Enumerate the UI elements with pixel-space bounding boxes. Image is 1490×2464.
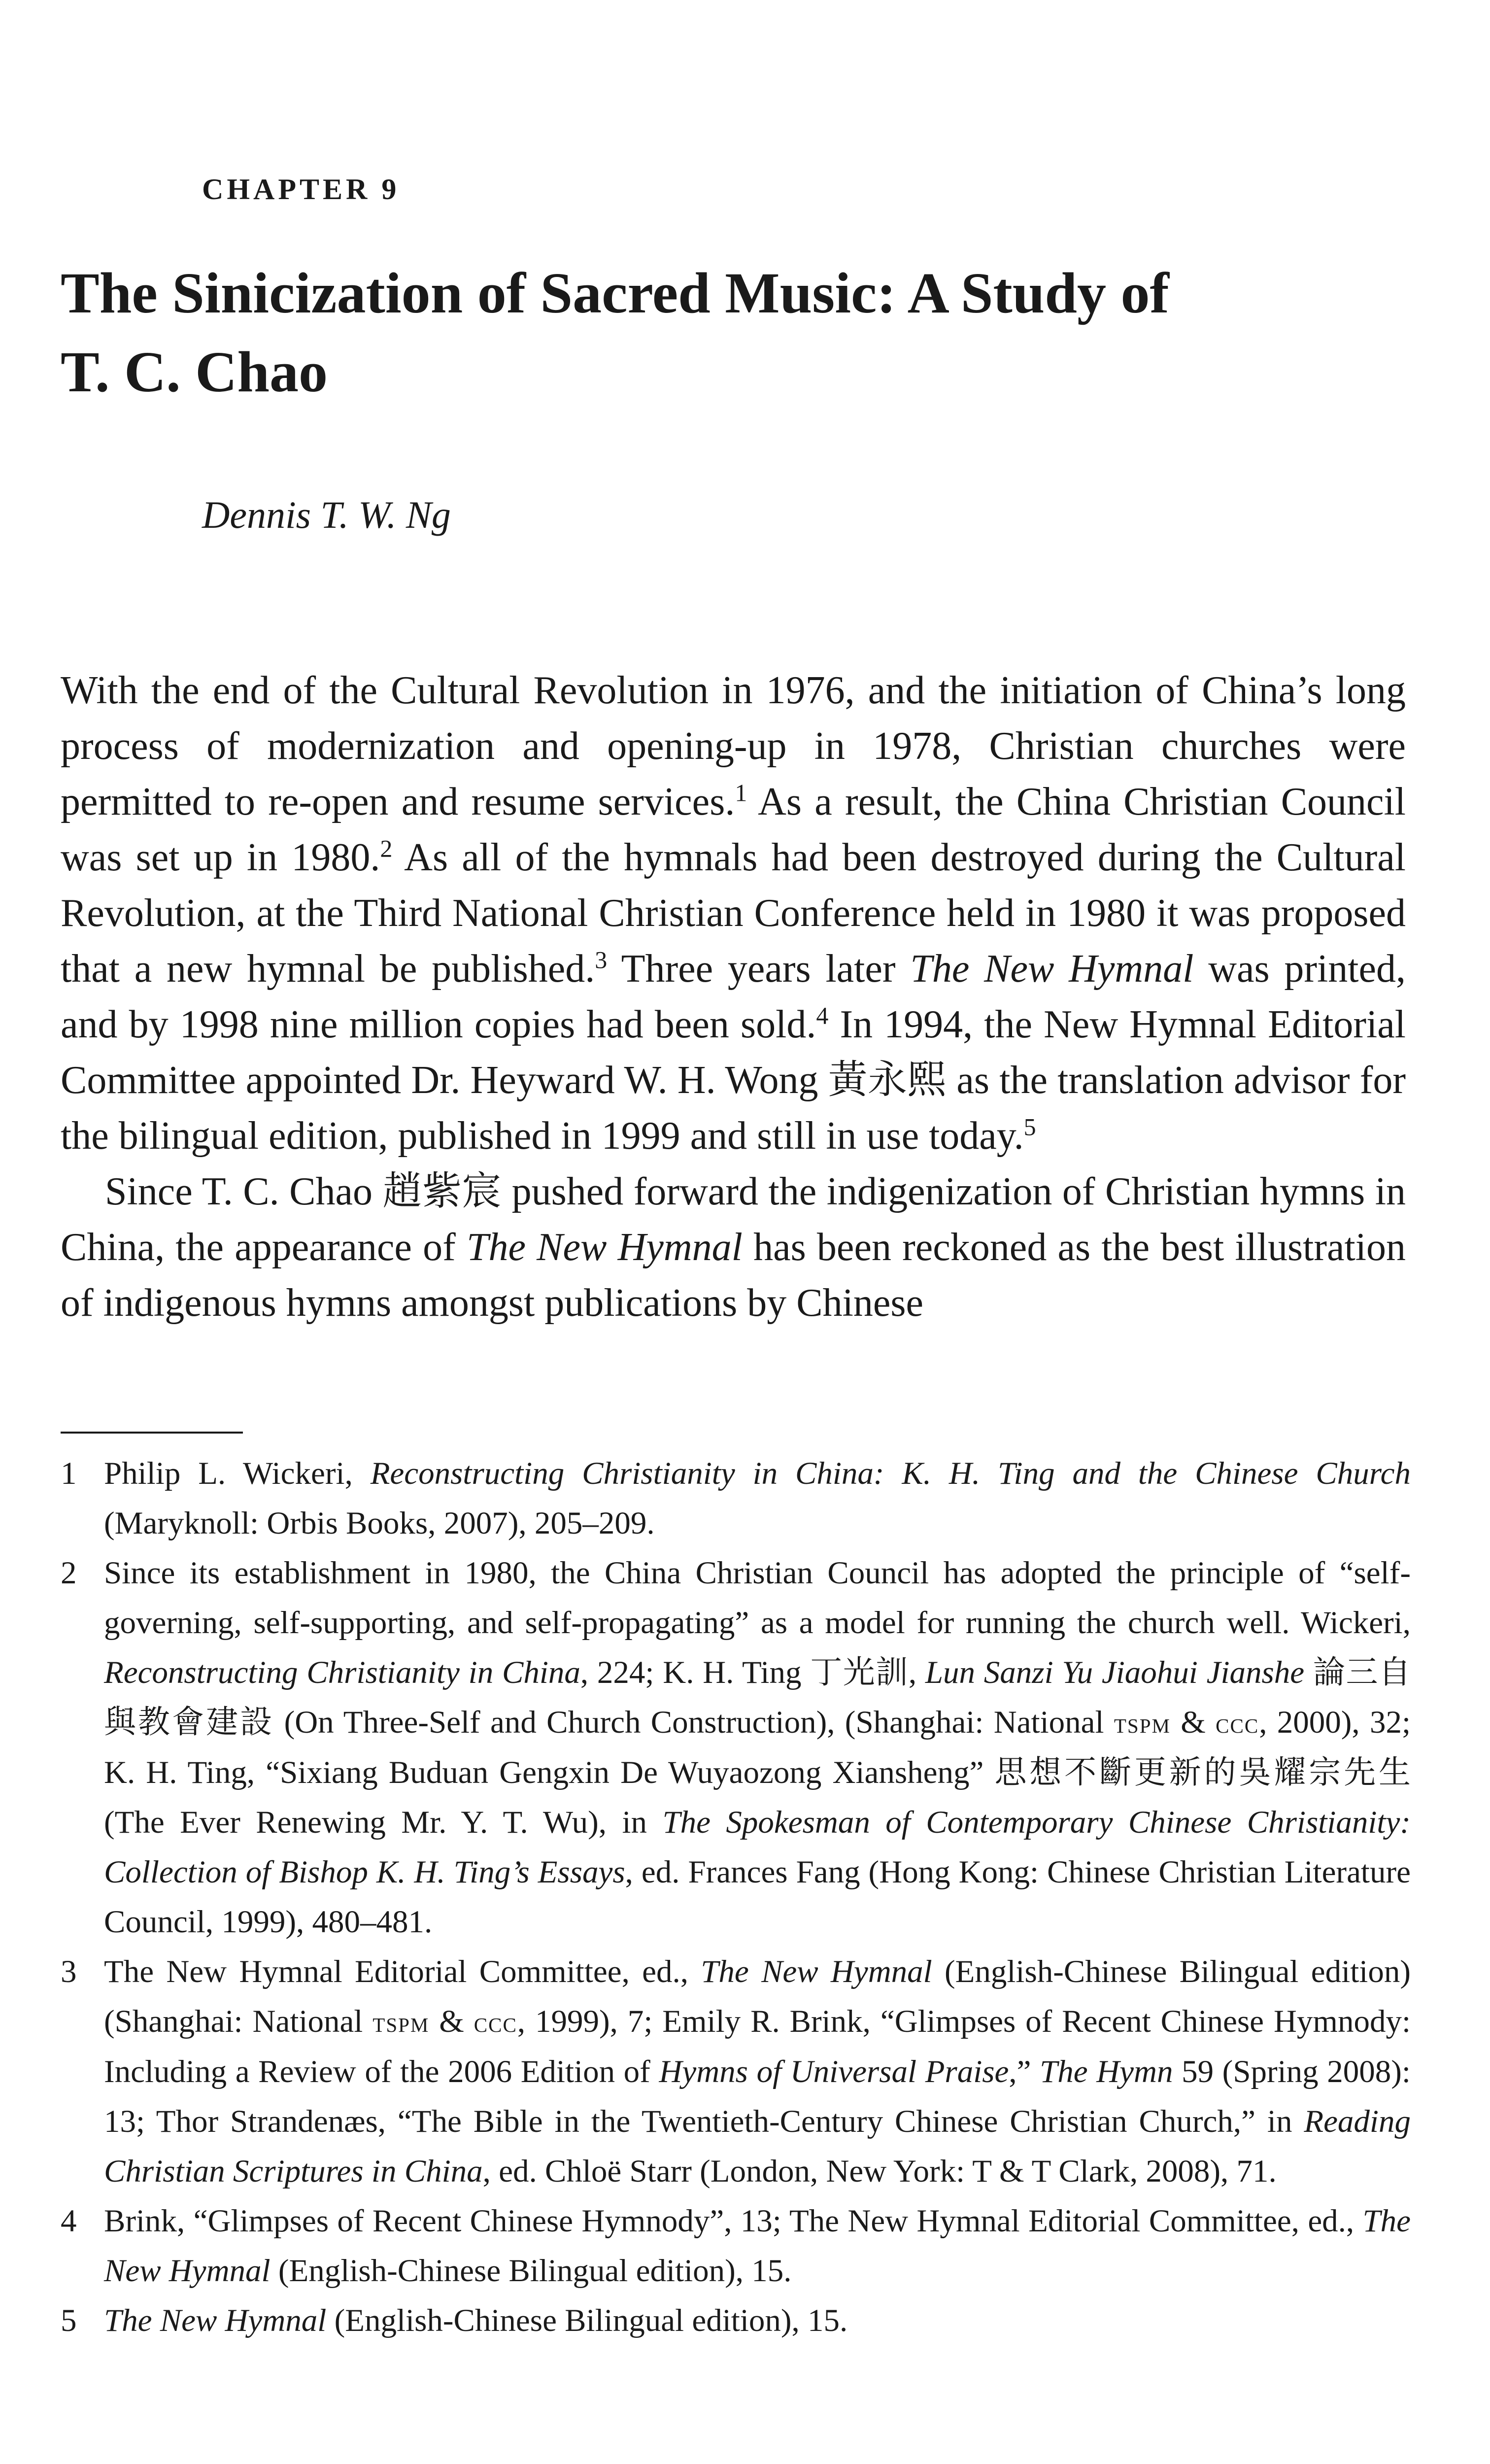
footnote-italic-title: Reconstructing Christianity in China (104, 1655, 580, 1690)
chapter-label: CHAPTER 9 (202, 173, 400, 205)
footnote-italic-title: Reading Christian Scriptures in China (104, 2104, 1411, 2189)
footnote-italic-title: The Spokesman of Contemporary Chinese Christianity: Collection of Bishop K. H. Ting’s Essays (104, 1805, 1411, 1890)
footnote-divider (61, 1432, 243, 1434)
footnote-number: 3 (61, 1954, 77, 1989)
footnote-small-caps: ccc (1216, 1707, 1259, 1739)
footnote-text-part: & (1170, 1705, 1216, 1740)
footnote-1 (61, 1449, 1411, 1548)
footnote-italic-title: The Hymn (1040, 2054, 1173, 2089)
paragraph-1-text-c: As all of the hymnals had been destroyed during the Cultural Revolution, at the Third National Christian Conference held in 1980 it was proposed that a new hymnal be published. (61, 836, 1406, 991)
chapter-title-line-2: T. C. Chao (61, 340, 328, 404)
chapter-title-line-1: The Sinicization of Sacred Music: A Study of (61, 261, 1169, 325)
footnote-italic-title: The New Hymnal (104, 2303, 327, 2338)
paragraph-2 (61, 1164, 1406, 1331)
footnote-text (104, 1449, 1411, 1548)
footnote-text-part: 論三自與教會建設 (On Three-Self and Church Construction), (Shanghai: National (104, 1655, 1411, 1740)
footnote-number: 5 (61, 2303, 77, 2338)
paragraph-1-text-f: In 1994, the New Hymnal Editorial Committee appointed Dr. Heyward W. H. Wong 黃永熙 as the translation advisor for the bilingual edition, published in 1999 and still in use today. (61, 1003, 1406, 1158)
footnote-text-part: 59 (Spring 2008): 13; Thor Strandenæs, “The Bible in the Twentieth-Century Chinese Christian Church,” in (104, 2054, 1411, 2139)
body-text (61, 663, 1406, 1331)
footnote-text-part: (English-Chinese Bilingual edition) (Shanghai: National (104, 1954, 1411, 2039)
footnote-ref-4[interactable]: 4 (816, 1001, 829, 1029)
footnote-ref-5[interactable]: 5 (1023, 1113, 1036, 1141)
footnote-text (104, 1548, 1411, 1947)
footnote-text (104, 1947, 1411, 2196)
footnote-text-part: & (429, 2004, 474, 2039)
footnote-3 (61, 1947, 1411, 2196)
footnote-text-part: , ed. Frances Fang (Hong Kong: Chinese Christian Literature Council, 1999), 480–481. (104, 1854, 1411, 1940)
footnote-italic-title: The New Hymnal (104, 2203, 1411, 2289)
paragraph-1-title-new-hymnal: The New Hymnal (910, 947, 1194, 991)
paragraph-2-text-b: has been reckoned as the best illustration of indigenous hymns amongst publications by Chinese (61, 1226, 1406, 1325)
footnote-text-part: Philip L. Wickeri, (104, 1456, 371, 1491)
footnote-ref-1[interactable]: 1 (735, 779, 747, 807)
footnote-5 (61, 2296, 1411, 2346)
footnote-italic-title: Hymns of Universal Praise (659, 2054, 1009, 2089)
footnote-text-part: ,” (1009, 2054, 1040, 2089)
footnote-text-part: , 224; K. H. Ting 丁光訓, (580, 1655, 925, 1690)
footnote-2 (61, 1548, 1411, 1947)
footnote-small-caps: tspm (1114, 1707, 1171, 1739)
footnote-text-part: (English-Chinese Bilingual edition), 15. (326, 2303, 848, 2338)
footnote-italic-title: Lun Sanzi Yu Jiaohui Jianshe (925, 1655, 1305, 1690)
chapter-title (61, 254, 1416, 411)
footnote-ref-2[interactable]: 2 (380, 834, 393, 862)
footnote-text-part: , 2000), 32; K. H. Ting, “Sixiang Buduan Gengxin De Wuyaozong Xiansheng” 思想不斷更新的吳耀宗先生 (The Ever Renewing Mr. Y. T. Wu), in (104, 1705, 1411, 1840)
footnote-italic-title: The New Hymnal (701, 1954, 932, 1989)
footnote-text (104, 2296, 1411, 2346)
paragraph-1-text-d: Three years later (607, 947, 911, 991)
footnote-number: 1 (61, 1456, 77, 1491)
footnotes (61, 1449, 1411, 2346)
paragraph-2-title-new-hymnal: The New Hymnal (466, 1226, 743, 1269)
paragraph-2-text-a: Since T. C. Chao 趙紫宸 pushed forward the indigenization of Christian hymns in China, the appearance of (61, 1170, 1406, 1269)
footnote-italic-title: Reconstructing Christianity in China: K. H. Ting and the Chinese Church (370, 1456, 1411, 1491)
footnote-text-part: Brink, “Glimpses of Recent Chinese Hymnody”, 13; The New Hymnal Editorial Committee, ed., (104, 2203, 1363, 2239)
paragraph-1 (61, 663, 1406, 1164)
footnote-number: 4 (61, 2203, 77, 2239)
paragraph-1-text-b: As a result, the China Christian Council was set up in 1980. (61, 780, 1406, 879)
footnote-number: 2 (61, 1555, 77, 1591)
footnote-text-part: Since its establishment in 1980, the China Christian Council has adopted the principle of “self-governing, self-supporting, and self-propagating” as a model for running the church well. Wickeri, (104, 1555, 1411, 1641)
paragraph-1-text-e: was printed, and by 1998 nine million copies had been sold. (61, 947, 1406, 1046)
footnote-text-part: The New Hymnal Editorial Committee, ed., (104, 1954, 701, 1989)
paragraph-1-text-a: With the end of the Cultural Revolution in 1976, and the initiation of China’s long process of modernization and opening-up in 1978, Christian churches were permitted to re-open and resume services. (61, 669, 1406, 823)
footnote-4 (61, 2196, 1411, 2296)
footnote-text-part: , ed. Chloë Starr (London, New York: T & T Clark, 2008), 71. (482, 2154, 1277, 2189)
footnote-small-caps: ccc (474, 2006, 517, 2038)
footnote-text-part: (Maryknoll: Orbis Books, 2007), 205–209. (104, 1506, 655, 1541)
author-name: Dennis T. W. Ng (202, 493, 451, 536)
footnote-text (104, 2196, 1411, 2296)
footnote-ref-3[interactable]: 3 (595, 946, 608, 974)
footnote-small-caps: tspm (372, 2006, 430, 2038)
footnote-text-part: (English-Chinese Bilingual edition), 15. (270, 2253, 792, 2289)
footnote-text-part: , 1999), 7; Emily R. Brink, “Glimpses of Recent Chinese Hymnody: Including a Review of the 2006 Edition of (104, 2004, 1411, 2089)
